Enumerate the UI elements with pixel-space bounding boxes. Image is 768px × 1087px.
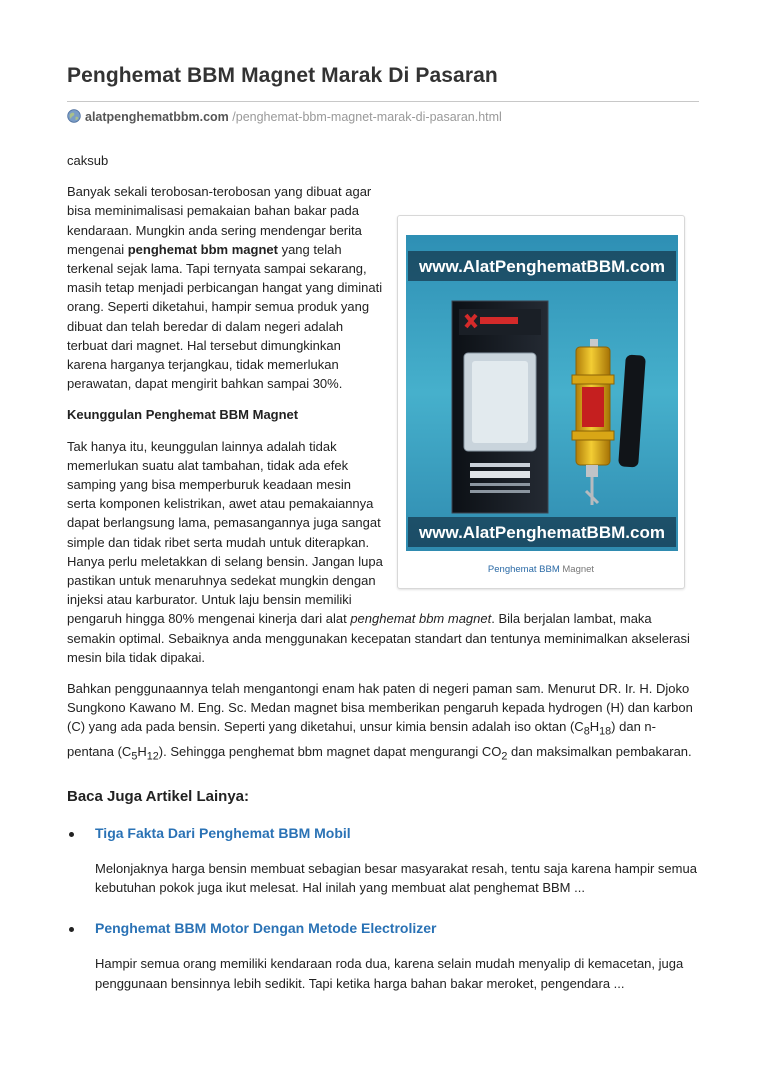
keyword-bold: penghemat bbm magnet <box>127 241 278 257</box>
caption-text: Magnet <box>559 564 595 576</box>
bullet-icon <box>69 832 74 837</box>
keyword-italic: penghemat bbm magnet <box>350 611 492 627</box>
source-domain[interactable]: alatpenghematbbm.com <box>85 110 229 124</box>
related-list <box>67 825 699 993</box>
figure-caption <box>398 560 684 579</box>
product-box <box>452 301 548 513</box>
related-link-1[interactable]: Tiga Fakta Dari Penghemat BBM Mobil <box>95 825 351 841</box>
author-line: caksub <box>67 153 109 168</box>
caption-link[interactable]: Penghemat BBM <box>487 564 560 576</box>
related-excerpt-2: Hampir semua orang memiliki kendaraan roda dua, karena selain mudah menyalip di kemacetan, juga penggunaan bensinnya lebih sedikit. Tapi ketika harga bahan bakar meroket, pengendara ... <box>95 956 684 991</box>
product-photo <box>406 235 678 551</box>
list-item <box>67 825 699 897</box>
watermark-top: www.AlatPenghematBBM.com <box>419 257 665 277</box>
product-photo-svg <box>406 235 678 551</box>
source-line <box>67 109 502 124</box>
related-link-2[interactable]: Penghemat BBM Motor Dengan Metode Electrolizer <box>95 920 437 937</box>
globe-icon <box>67 109 81 123</box>
article-body <box>67 151 699 779</box>
watermark-bottom: www.AlatPenghematBBM.com <box>419 523 665 543</box>
section-subheading: Keunggulan Penghemat BBM Magnet <box>67 407 299 423</box>
related-heading: Baca Juga Artikel Lainya: <box>67 788 250 805</box>
related-excerpt-1: Melonjaknya harga bensin membuat sebagian besar masyarakat resah, tentu saja karena hampir semua kebutuhan pokok juga ikut melesat. Hal inilah yang membuat alat penghemat BBM ... <box>95 861 697 896</box>
paragraph-intro: Banyak sekali terobosan-terobosan yang dibuat agar bisa meminimalisasi pemakaian bahan bakar pada kendaraan. Mungkin anda sering mendengar berita mengenai penghemat bbm magnet yang telah terkenal sejak lama. Tapi ternyata sampai sekarang, masih tetap menjadi perbicangan hangat yang diminati orang. Seperti diketahui, hampir semua produk yang dibuat dan telah beredar di dalam negeri adalah terbuat dari magnet. Hal tersebut dimungkinkan karena harganya terjangkau, tidak memerlukan perawatan, dapat mengirit bahkan sampai 30%. <box>67 184 383 392</box>
paragraph-advantages: Tak hanya itu, keunggulan lainnya adalah tidak memerlukan suatu alat tambahan, tidak ada efek samping yang bisa memperburuk keadaan mesin serta komponen kelistrikan, awet atau pemakaiannya dapat berlangsung lama, pemasangannya juga sangat simple dan tidak ribet serta mudah untuk diterapkan. Hanya perlu meletakkan di selang bensin. Jangan lupa pastikan untuk menaruhnya sedekat mungkin dengan injeksi atau karburator. Untuk laju bensin memiliki pengaruh hingga 80% mengenai kinerja dari alat penghemat bbm magnet. Bila berjalan lambat, maka semakin optimal. Sebaiknya anda menggunakan kecepatan standart dan tentunya meminimalkan akselerasi mesin bila tidak dipakai. <box>67 438 690 665</box>
source-path[interactable]: /penghemat-bbm-magnet-marak-di-pasaran.html <box>232 110 502 124</box>
title-divider <box>67 101 699 102</box>
bullet-icon <box>69 927 74 932</box>
list-item <box>67 920 699 992</box>
page-title: Penghemat BBM Magnet Marak Di Pasaran <box>67 64 498 87</box>
related-articles <box>67 788 699 993</box>
product-figure <box>397 215 685 589</box>
paragraph-patent: Bahkan penggunaannya telah mengantongi enam hak paten di negeri paman sam. Menurut DR. Ir. H. Djoko Sungkono Kawano M. Eng. Sc. Medan magnet bisa memberikan pengaruh kepada hydrogen (H) dan karbon (C) yang ada pada bensin. Seperti yang diketahui, unsur kimia bensin adalah iso oktan $(C_8H_{18})$ dan n-pentana $(C_5H_{12})$. Sehingga penghemat bbm magnet dapat mengurangi $CO_2$ dan maksimalkan pembakaran. <box>67 681 693 763</box>
